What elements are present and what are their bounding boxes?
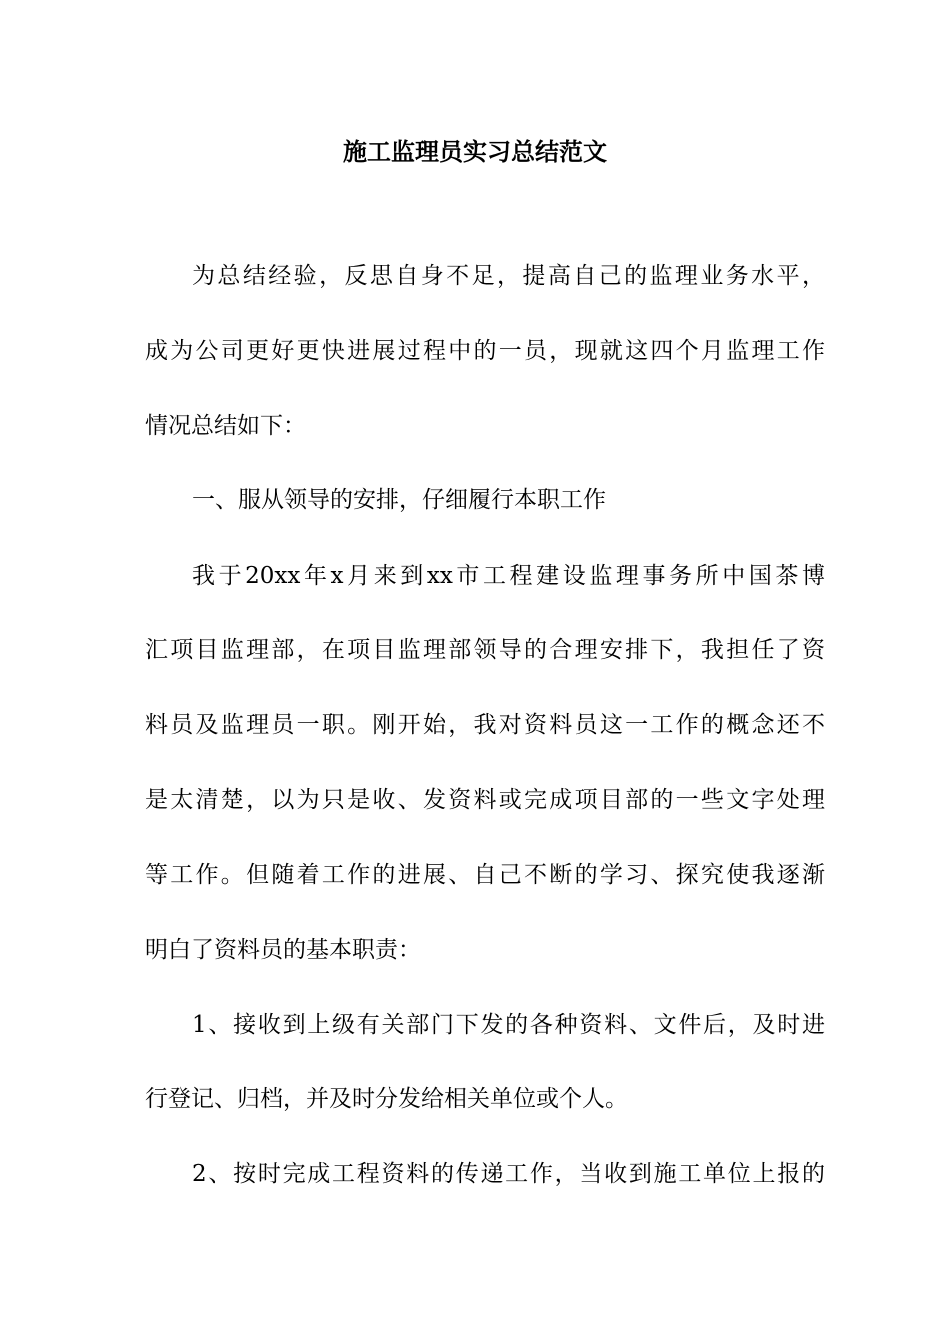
paragraph-line: 为总结经验，反思自身不足，提高自己的监理业务水平， (192, 263, 825, 289)
section-heading: 一、服从领导的安排，仔细履行本职工作 (192, 487, 606, 513)
paragraph-line: 情况总结如下： (145, 413, 306, 439)
list-item-line: 1、接收到上级有关部门下发的各种资料、文件后，及时进 (192, 1012, 825, 1038)
paragraph-line: 明白了资料员的基本职责： (145, 937, 421, 963)
paragraph-line: 是太清楚，以为只是收、发资料或完成项目部的一些文字处理 (145, 787, 825, 813)
paragraph-line: 料员及监理员一职。刚开始，我对资料员这一工作的概念还不 (145, 712, 825, 738)
paragraph-line: 等工作。但随着工作的进展、自己不断的学习、探究使我逐渐 (145, 862, 825, 888)
paragraph-line: 汇项目监理部，在项目监理部领导的合理安排下，我担任了资 (145, 637, 825, 663)
paragraph-line: 我于20xx年x月来到xx市工程建设监理事务所中国茶博 (192, 563, 825, 589)
document-title: 施工监理员实习总结范文 (343, 137, 607, 166)
list-item-line: 行登记、归档，并及时分发给相关单位或个人。 (145, 1086, 628, 1112)
paragraph-line: 成为公司更好更快进展过程中的一员，现就这四个月监理工作 (145, 338, 825, 364)
list-item-line: 2、按时完成工程资料的传递工作，当收到施工单位上报的 (192, 1161, 825, 1187)
